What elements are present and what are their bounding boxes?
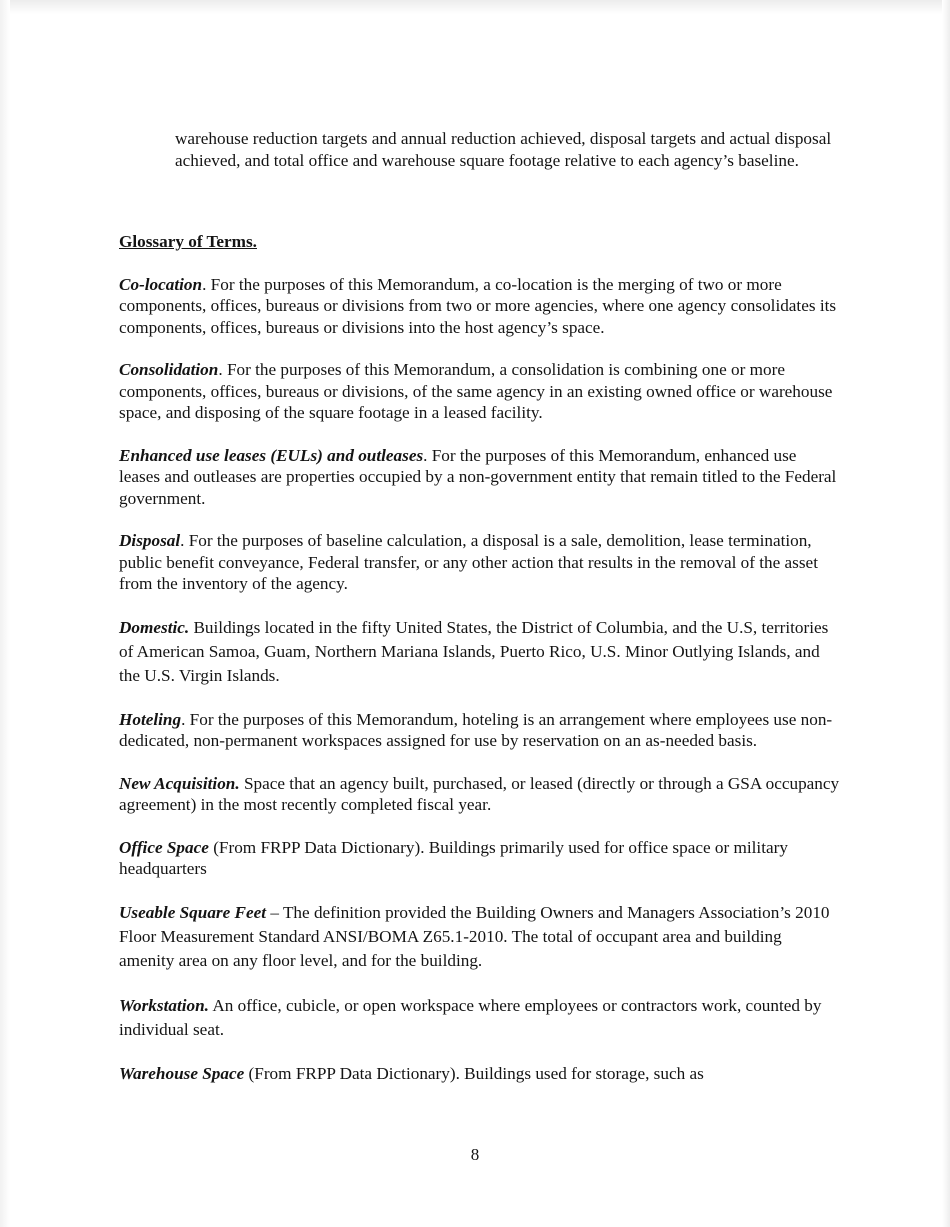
term-separator: . bbox=[181, 709, 190, 729]
glossary-entry-useable-square-feet bbox=[119, 901, 841, 973]
glossary-term: Warehouse Space bbox=[119, 1063, 245, 1083]
glossary-term: Enhanced use leases (EULs) and outleases bbox=[119, 445, 424, 465]
glossary-term: Co-location bbox=[119, 274, 203, 294]
glossary-entry-domestic bbox=[119, 616, 841, 688]
scan-edge-left bbox=[0, 0, 10, 1227]
glossary-definition: An office, cubicle, or open workspace where employees or contractors work, counted by individual seat. bbox=[119, 995, 822, 1039]
glossary-definition: For the purposes of baseline calculation, a disposal is a sale, demolition, lease termination, public benefit conveyance, Federal transfer, or any other action that results in the removal of the asset from the inventory of the agency. bbox=[119, 531, 818, 593]
glossary-entry-consolidation bbox=[119, 359, 841, 424]
glossary-term: Useable Square Feet bbox=[119, 902, 267, 922]
glossary-term: Disposal bbox=[119, 531, 181, 550]
term-separator: . bbox=[180, 531, 189, 550]
term-separator: . bbox=[218, 360, 227, 379]
glossary-term: New Acquisition. bbox=[119, 773, 240, 793]
glossary-entry-office-space bbox=[119, 837, 841, 880]
intro-paragraph: warehouse reduction targets and annual reduction achieved, disposal targets and actual disposal achieved, and total office and warehouse square footage relative to each agency’s baseline. bbox=[175, 129, 832, 170]
glossary-definition: For the purposes of this Memorandum, enhanced use leases and outleases are properties occupied by a non-government entity that remain titled to the Federal government. bbox=[119, 445, 837, 508]
glossary-term: Hoteling bbox=[119, 709, 182, 729]
glossary-entry-new-acquisition bbox=[119, 773, 841, 816]
scan-edge-top bbox=[0, 0, 950, 14]
glossary-definition: Buildings located in the fifty United States, the District of Columbia, and the U.S, territories of American Samoa, Guam, Northern Mariana Islands, Puerto Rico, U.S. Minor Outlying Islands, and the U.S. Virgin Islands. bbox=[119, 617, 829, 685]
glossary-definition: For the purposes of this Memorandum, hoteling is an arrangement where employees use non-dedicated, non-permanent workspaces assigned for use by reservation on an as-needed basis. bbox=[119, 709, 833, 750]
glossary-definition: Space that an agency built, purchased, or leased (directly or through a GSA occupancy agreement) in the most recently completed fiscal year. bbox=[119, 773, 840, 814]
glossary-entry-co-location bbox=[119, 274, 841, 339]
glossary-term: Domestic. bbox=[119, 617, 190, 637]
scan-edge-right bbox=[942, 0, 950, 1227]
page-number: 8 bbox=[470, 1145, 480, 1164]
term-separator: – bbox=[266, 902, 283, 922]
glossary-entry-warehouse-space bbox=[119, 1063, 841, 1085]
glossary-term: Consolidation bbox=[119, 360, 219, 379]
glossary-entry-workstation bbox=[119, 994, 841, 1042]
glossary-entry-disposal bbox=[119, 530, 841, 595]
document-page bbox=[119, 128, 841, 1084]
glossary-definition: For the purposes of this Memorandum, a co-location is the merging of two or more components, offices, bureaus or divisions from two or more agencies, where one agency consolidates its components, offices, bureaus or divisions into the host agency’s space. bbox=[119, 274, 837, 337]
term-separator: . bbox=[202, 274, 211, 294]
glossary-heading: Glossary of Terms. bbox=[119, 232, 257, 251]
glossary-term: Workstation. bbox=[119, 995, 209, 1015]
glossary-definition: The definition provided the Building Owners and Managers Association’s 2010 Floor Measurement Standard ANSI/BOMA Z65.1-2010. The total of occupant area and building amenity area on any floor level, and for the building. bbox=[119, 902, 830, 970]
glossary-definition: (From FRPP Data Dictionary). Buildings used for storage, such as bbox=[248, 1063, 704, 1083]
glossary-definition: For the purposes of this Memorandum, a consolidation is combining one or more components, offices, bureaus or divisions, of the same agency in an existing owned office or warehouse space, and disposing of the square footage in a leased facility. bbox=[119, 360, 833, 422]
glossary-definition: (From FRPP Data Dictionary). Buildings primarily used for office space or military headquarters bbox=[119, 837, 788, 878]
glossary-term: Office Space bbox=[119, 837, 209, 857]
term-separator: . bbox=[423, 445, 432, 465]
glossary-entry-hoteling bbox=[119, 709, 841, 752]
glossary-entry-enhanced-use-leases bbox=[119, 445, 841, 510]
